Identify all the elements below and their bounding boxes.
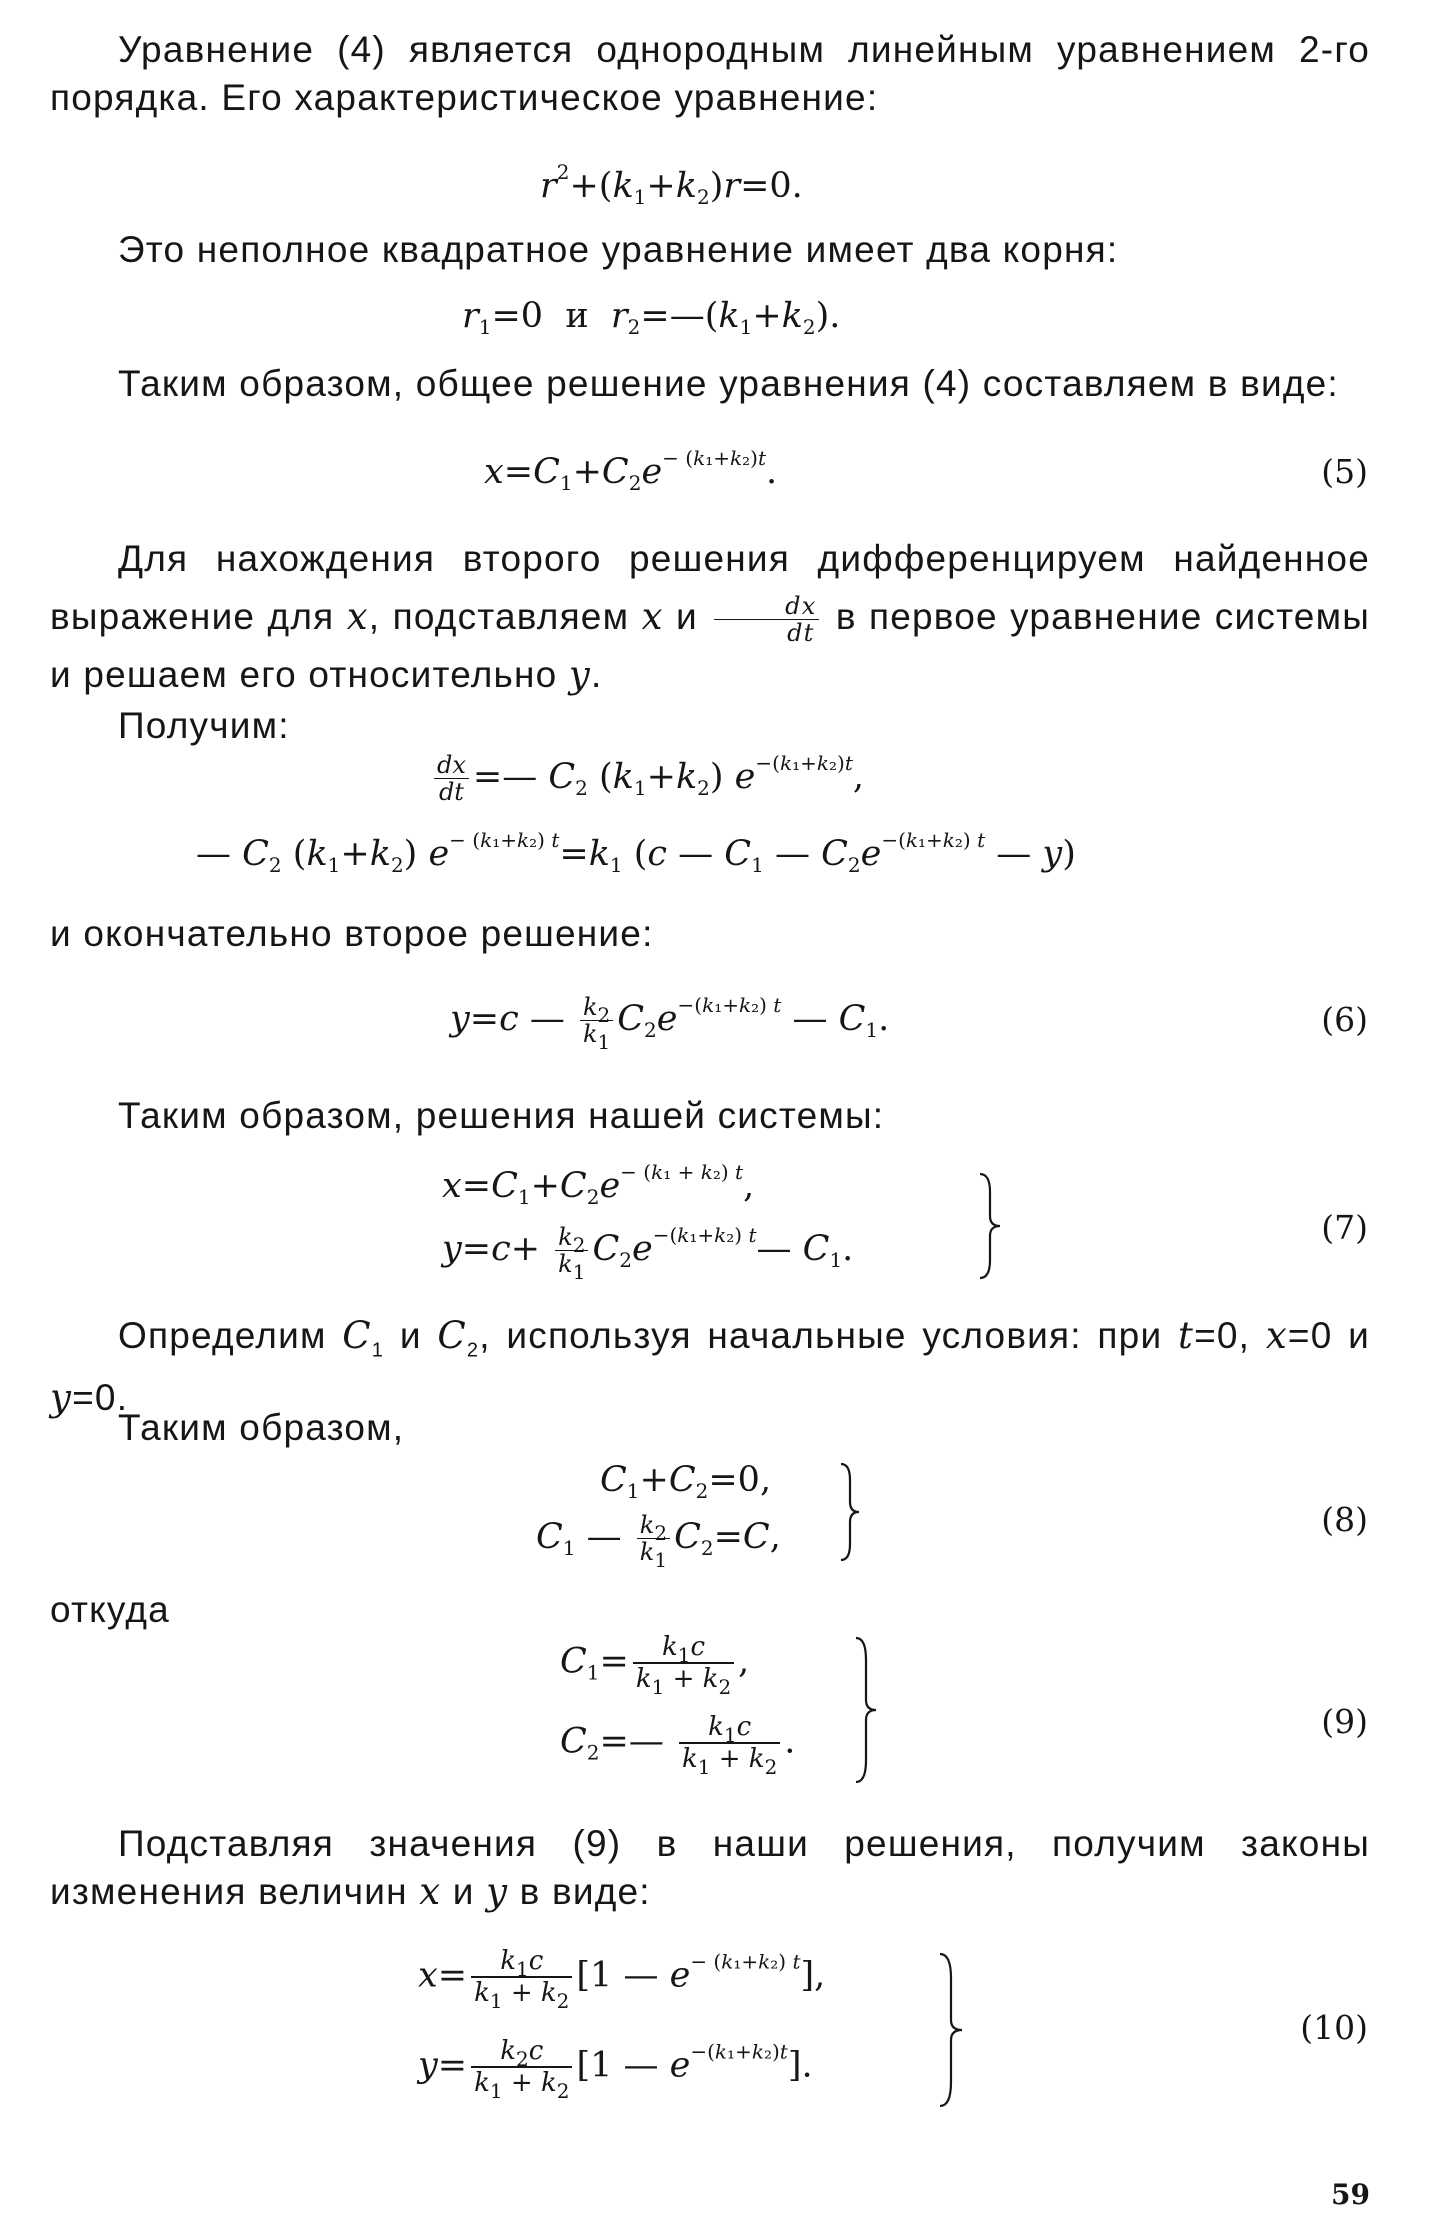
right-brace-9 — [852, 1636, 882, 1784]
equation-number-8: (8) — [1321, 1500, 1368, 1539]
dx-dt-inline-fraction: $\frac{dx}{dt}$ — [714, 593, 819, 646]
paragraph-10: откуда — [50, 1589, 170, 1630]
page-number: 59 — [1331, 2178, 1370, 2211]
paragraph-6: и окончательно второе решение: — [50, 913, 654, 954]
right-brace-10 — [936, 1952, 968, 2108]
right-brace-7 — [976, 1172, 1006, 1280]
right-brace-8 — [838, 1462, 864, 1562]
equation-number-7: (7) — [1321, 1208, 1368, 1247]
equation-8-line-2: $C_1$ — $\frac{k_2}{k_1}$ $C_2=C$, — [536, 1511, 781, 1572]
equation-7-line-1: $x=C_1+C_2e^{- (k_1 + k_2) t}$, — [442, 1160, 755, 1209]
roots-equation: $r_1=0$ и $r_2=—(k_1+k_2)$. — [462, 296, 841, 339]
paragraph-3: Таким образом, общее решение уравнения (4) составляем в виде: — [118, 363, 1339, 404]
paragraph-2: Это неполное квадратное уравнение имеет два корня: — [118, 229, 1119, 270]
equation-10-line-1: x= $\frac{k_1c}{k_1 + k_2}$ [1 — $e^{- (k_1+k_2) t}$], — [418, 1946, 826, 2013]
equation-8-line-1: $C_1+C_2=0$, — [600, 1460, 772, 1503]
derivative-equation: $\frac{dx}{dt}$ =— $C_2$ $(k_1+k_2)$ $e^{-(k_1+k_2)t}$, — [430, 752, 864, 805]
paragraph-7: Таким образом, решения нашей системы: — [118, 1095, 885, 1136]
paragraph-8: Определим $C_1$ и $C_2$, используя начальные условия: при t=0, x=0 и y=0. — [50, 1314, 1371, 1420]
substitution-equation: — $C_2$ $(k_1+k_2)$ $e^{- (k_1+k_2) t}=k_1$ (c — $C_1$ — $C_2e^{-(k_1+k_2) t}$ — y) — [196, 828, 1076, 877]
paragraph-5: Получим: — [118, 705, 290, 746]
paragraph-9: Таким образом, — [118, 1407, 405, 1448]
equation-number-6: (6) — [1321, 1000, 1368, 1039]
paragraph-1: Уравнение (4) является однородным линейным уравнением 2-го порядка. Его характеристическое уравнение: — [50, 29, 1370, 118]
equation-9-line-2: $C_2=—$ $\frac{k_1c}{k_1 + k_2}$ . — [560, 1712, 796, 1779]
equation-number-10: (10) — [1300, 2008, 1368, 2047]
characteristic-equation: $r^2+(k_1+k_2)r=0$. — [540, 160, 803, 209]
paragraph-4: Для нахождения второго решения дифференцируем найденное выражение для x, подставляем x и $\frac{dx}{dt}$ в первое уравнение системы и решаем его относительно y. — [50, 538, 1371, 696]
equation-number-9: (9) — [1321, 1702, 1368, 1741]
paragraph-11: Подставляя значения (9) в наши решения, получим законы изменения величин x и y в виде: — [50, 1823, 1370, 1913]
equation-7-line-2: y=c+ $\frac{k_2}{k_1}$ $C_2e^{-(k_1+k_2) t}—$ $C_1$. — [442, 1223, 854, 1284]
equation-9-line-1: $C_1=$ $\frac{k_1c}{k_1 + k_2}$ , — [560, 1632, 750, 1699]
equation-number-5: (5) — [1321, 452, 1368, 491]
equation-10-line-2: y= $\frac{k_2c}{k_1 + k_2}$ [1 — $e^{-(k_1+k_2)t}$]. — [418, 2036, 813, 2103]
equation-6: y=c — $\frac{k_2}{k_1}$ $C_2e^{-(k_1+k_2) t}$ — $C_1$. — [450, 993, 890, 1054]
equation-5: $x=C_1+C_2e^{- (k_1+k_2)t}$. — [484, 446, 778, 495]
